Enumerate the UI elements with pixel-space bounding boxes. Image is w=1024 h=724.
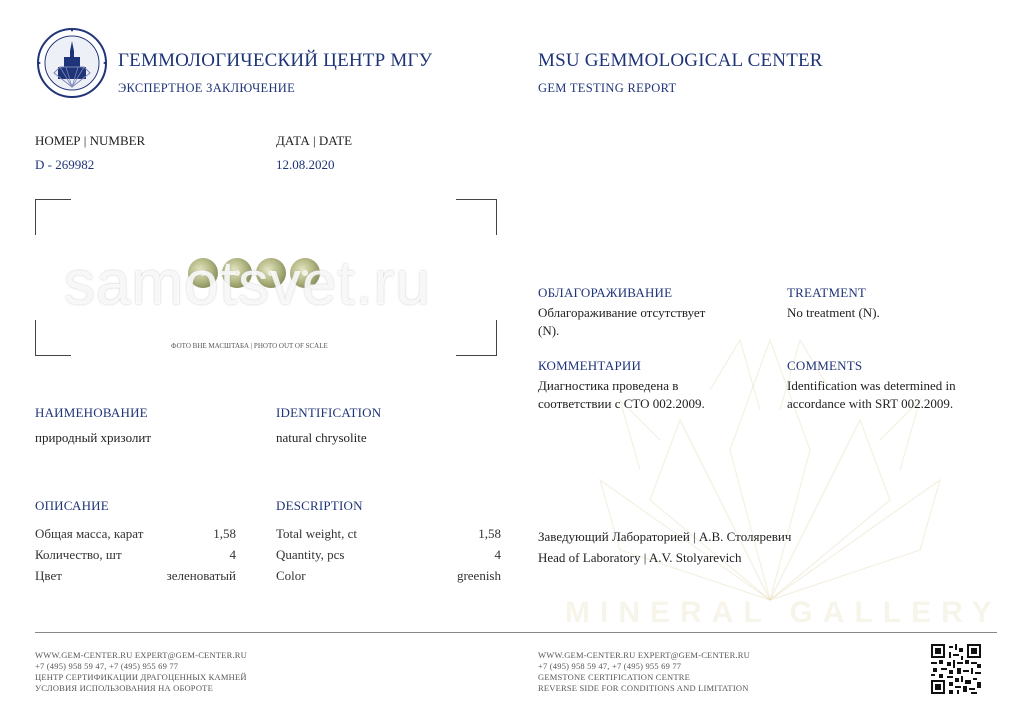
treatment-ru-value-line1: Облагораживание отсутствует xyxy=(538,305,706,320)
ru-row-quantity xyxy=(35,547,236,563)
comments-en-value-line2: accordance with SRT 002.2009. xyxy=(787,396,954,411)
en-row-weight xyxy=(276,526,501,542)
footer-ru-line1: WWW.GEM-CENTER.RU EXPERT@GEM-CENTER.RU xyxy=(35,650,247,660)
number-value: D - 269982 xyxy=(35,157,95,172)
comments-en-value-line1: Identification was determined in xyxy=(787,378,956,393)
mineral-gallery-watermark: MINERAL GALLERY xyxy=(565,596,1002,629)
footer-ru-line2: +7 (495) 958 59 47, +7 (495) 955 69 77 xyxy=(35,661,179,671)
treatment-en-value: No treatment (N). xyxy=(787,305,880,320)
samotsvet-watermark: samotsvet.ru xyxy=(64,249,431,318)
footer-divider xyxy=(35,632,997,633)
frame-corner-bl xyxy=(35,320,71,356)
signature-en: Head of Laboratory | A.V. Stolyarevich xyxy=(538,550,742,565)
ru-row-name: Количество, шт xyxy=(35,547,122,562)
number-label: НОМЕР | NUMBER xyxy=(35,133,146,148)
en-center-title: MSU GEMMOLOGICAL CENTER xyxy=(538,50,823,71)
treatment-en-label: TREATMENT xyxy=(787,285,867,300)
en-row-value: 4 xyxy=(494,547,501,562)
ru-row-color xyxy=(35,568,236,584)
photo-caption: ФОТО ВНЕ МАСШТАБА | PHOTO OUT OF SCALE xyxy=(171,342,328,350)
description-en-label: DESCRIPTION xyxy=(276,498,363,513)
ru-center-title: ГЕММОЛОГИЧЕСКИЙ ЦЕНТР МГУ xyxy=(118,50,433,71)
ru-row-value: 1,58 xyxy=(213,526,236,541)
date-value: 12.08.2020 xyxy=(276,157,335,172)
frame-corner-tl xyxy=(35,199,71,235)
ru-row-value: 4 xyxy=(229,547,236,562)
ru-row-name: Общая масса, карат xyxy=(35,526,144,541)
en-row-name: Total weight, ct xyxy=(276,526,358,541)
footer-ru xyxy=(35,650,247,694)
identification-en-value: natural chrysolite xyxy=(276,430,367,445)
footer-ru-line3: ЦЕНТР СЕРТИФИКАЦИИ ДРАГОЦЕННЫХ КАМНЕЙ xyxy=(35,672,247,682)
en-row-name: Color xyxy=(276,568,306,583)
footer-en xyxy=(538,650,750,694)
date-label: ДАТА | DATE xyxy=(276,133,353,148)
ru-report-subtitle: ЭКСПЕРТНОЕ ЗАКЛЮЧЕНИЕ xyxy=(118,81,296,95)
footer-en-line1: WWW.GEM-CENTER.RU EXPERT@GEM-CENTER.RU xyxy=(538,650,750,660)
en-report-subtitle: GEM TESTING REPORT xyxy=(538,81,677,95)
frame-corner-tr xyxy=(456,199,497,235)
en-row-quantity xyxy=(276,547,501,563)
identification-en-label: IDENTIFICATION xyxy=(276,405,382,420)
identification-ru-label: НАИМЕНОВАНИЕ xyxy=(35,405,148,420)
footer-en-line2: +7 (495) 958 59 47, +7 (495) 955 69 77 xyxy=(538,661,682,671)
comments-en-label: COMMENTS xyxy=(787,358,863,373)
en-row-color xyxy=(276,568,501,584)
treatment-ru-label: ОБЛАГОРАЖИВАНИЕ xyxy=(538,285,673,300)
qr-code-icon[interactable] xyxy=(931,644,981,694)
en-row-name: Quantity, pcs xyxy=(276,547,345,562)
comments-ru-value-line1: Диагностика проведена в xyxy=(538,378,679,393)
background-crystal-watermark xyxy=(560,300,980,630)
ru-row-value: зеленоватый xyxy=(166,568,236,583)
ru-row-name: Цвет xyxy=(35,568,62,583)
frame-corner-br xyxy=(456,320,497,356)
comments-ru-value-line2: соответствии с СТО 002.2009. xyxy=(538,396,705,411)
msu-logo-icon xyxy=(36,27,108,99)
treatment-ru-value-line2: (N). xyxy=(538,323,560,338)
en-row-value: greenish xyxy=(456,568,501,583)
footer-en-line4: REVERSE SIDE FOR CONDITIONS AND LIMITATION xyxy=(538,683,749,693)
signature-ru: Заведующий Лабораторией | А.В. Столяревич xyxy=(538,529,792,544)
ru-row-weight xyxy=(35,526,236,542)
en-row-value: 1,58 xyxy=(478,526,501,541)
footer-en-line3: GEMSTONE CERTIFICATION CENTRE xyxy=(538,672,690,682)
comments-ru-label: КОММЕНТАРИИ xyxy=(538,358,642,373)
identification-ru-value: природный хризолит xyxy=(35,430,152,445)
description-ru-label: ОПИСАНИЕ xyxy=(35,498,109,513)
footer-ru-line4: УСЛОВИЯ ИСПОЛЬЗОВАНИЯ НА ОБОРОТЕ xyxy=(35,683,213,693)
